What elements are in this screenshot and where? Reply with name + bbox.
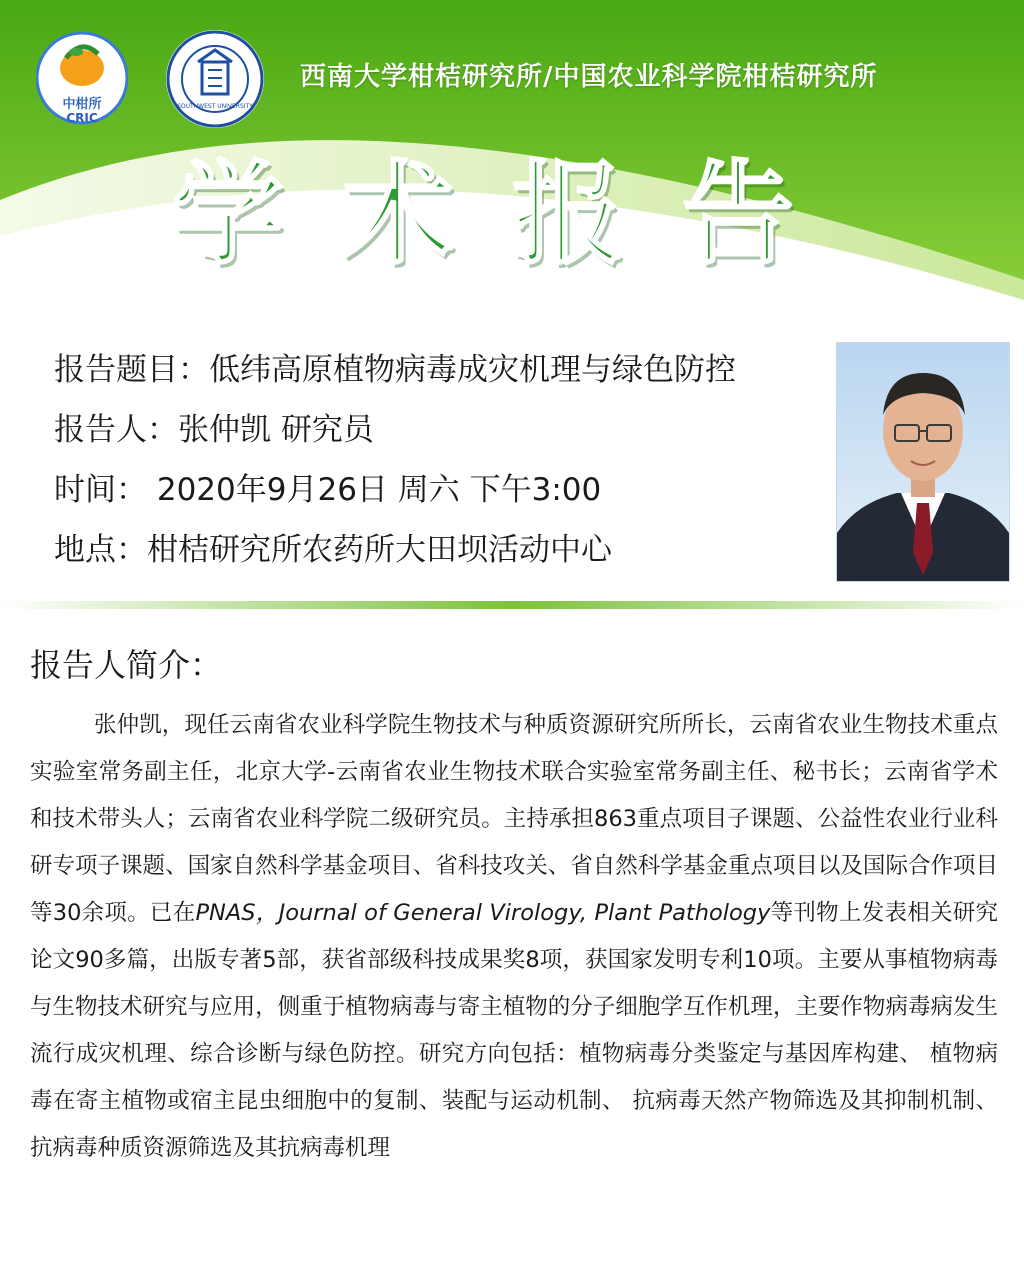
bio-journals: PNAS，Journal of General Virology, Plant Pathology [195, 900, 771, 926]
speaker-portrait [837, 343, 1009, 581]
bio-part-2: 等刊物上发表相关研究论文90多篇，出版专著5部，获省部级科技成果奖8项，获国家发明专利10项。主要从事植物病毒与生物技术研究与应用，侧重于植物病毒与寄主植物的分子细胞学互作机理，主要作物病毒病发生流行成灾机理、综合诊断与绿色防控。研究方向包括：植物病毒分类鉴定与基因库构建、 植物病毒在寄主植物或宿主昆虫细胞中的复制、装配与运动机制、 抗病毒天然产物筛选及其抑制机制、 抗病毒种质资源筛选及其抗病毒机理 [30, 900, 998, 1161]
report-info [54, 340, 824, 580]
place-label: 地点： [54, 532, 147, 568]
speaker-value: 张仲凯 研究员 [178, 412, 374, 448]
cric-logo-cn-text: 中柑所 [62, 97, 102, 112]
cric-logo [36, 28, 128, 128]
speaker-row [54, 400, 824, 460]
header-banner [0, 0, 1024, 300]
swu-logo [164, 28, 266, 130]
main-title: 学术报告 [172, 149, 852, 280]
institution-title: 西南大学柑桔研究所/中国农业科学院柑桔研究所 [300, 62, 878, 92]
speaker-label: 报告人： [54, 412, 178, 448]
speaker-photo [836, 342, 1010, 582]
time-label: 时间： [54, 472, 147, 508]
topic-row [54, 340, 824, 400]
time-value: 2020年9月26日 周六 下午3:00 [147, 472, 602, 508]
place-row [54, 520, 824, 580]
bio-part-1: 张仲凯，现任云南省农业科学院生物技术与种质资源研究所所长，云南省农业生物技术重点实验室常务副主任，北京大学-云南省农业生物技术联合实验室常务副主任、秘书长；云南省学术和技术带头人；云南省农业科学院二级研究员。主持承担863重点项目子课题、公益性农业行业科研专项子课题、国家自然科学基金项目、省科技攻关、省自然科学基金重点项目以及国际合作项目等30余项。已在 [30, 712, 998, 926]
time-row [54, 460, 824, 520]
topic-value: 低纬高原植物病毒成灾机理与绿色防控 [209, 352, 736, 388]
bio-text [30, 702, 998, 1172]
topic-label: 报告题目： [54, 352, 209, 388]
bio-heading: 报告人简介： [30, 646, 223, 684]
section-divider [0, 598, 1024, 612]
place-value: 柑桔研究所农药所大田坝活动中心 [147, 532, 612, 568]
swu-logo-text: SOUTHWEST UNIVERSITY [177, 103, 253, 110]
cric-logo-en-text: CRIC [66, 111, 98, 125]
